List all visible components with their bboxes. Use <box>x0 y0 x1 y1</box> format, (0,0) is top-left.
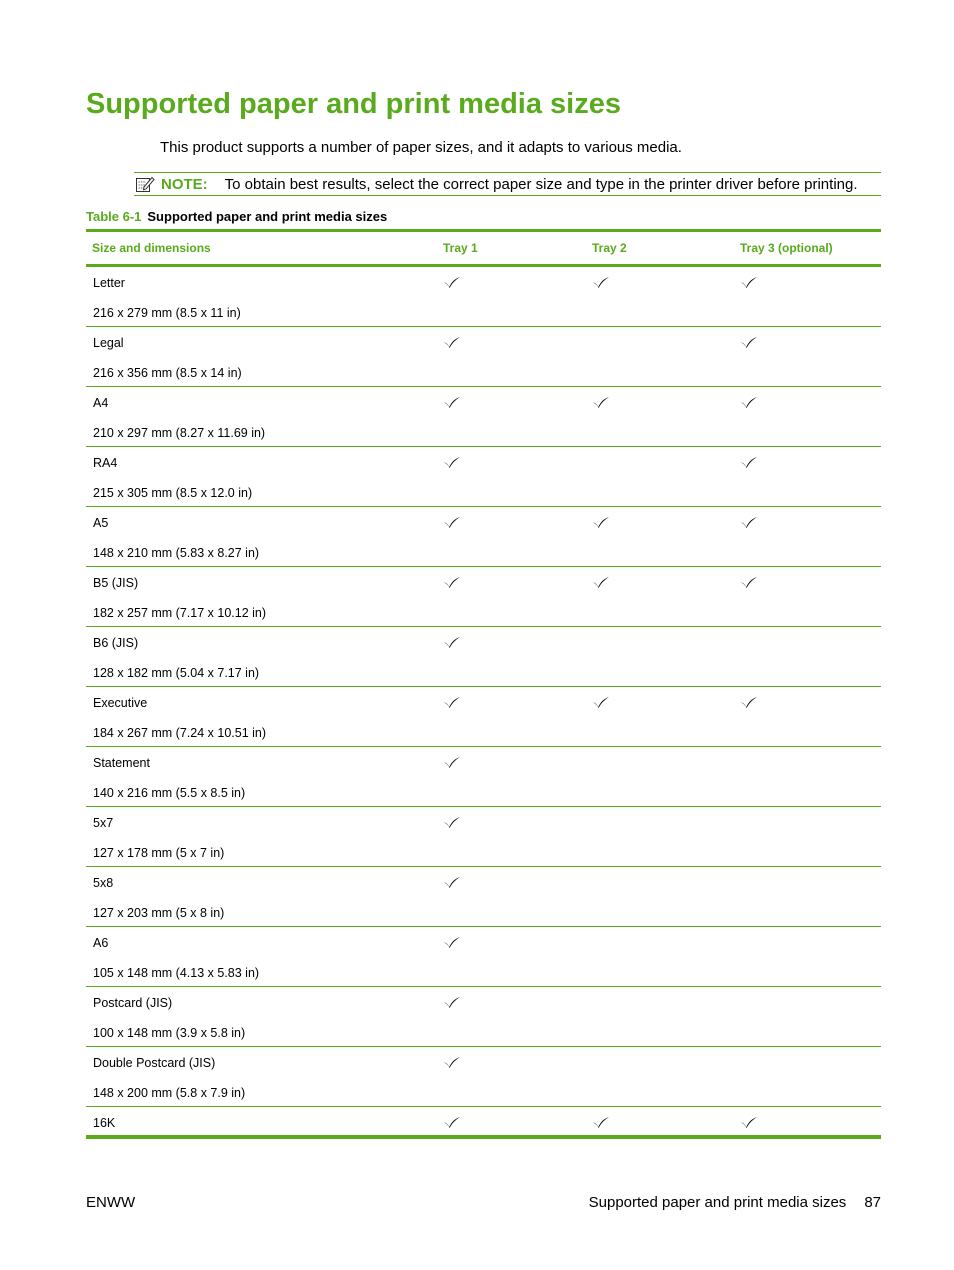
size-dimensions: 216 x 356 mm (8.5 x 14 in) <box>93 366 242 380</box>
checkmark-icon <box>443 696 461 709</box>
table-row <box>86 266 881 327</box>
tray1-cell <box>437 747 586 807</box>
checkmark-icon <box>592 696 610 709</box>
table-caption-number: Table 6-1 <box>86 209 142 224</box>
tray1-cell <box>437 507 586 567</box>
size-name: A6 <box>93 936 109 950</box>
size-dimensions: 210 x 297 mm (8.27 x 11.69 in) <box>93 426 266 440</box>
page-title: Supported paper and print media sizes <box>86 88 621 120</box>
size-name: B5 (JIS) <box>93 576 139 590</box>
size-cell <box>86 687 437 747</box>
footer-left: ENWW <box>86 1194 136 1211</box>
tray1-cell <box>437 447 586 507</box>
tray3-cell <box>734 507 881 567</box>
table-row <box>86 987 881 1047</box>
size-cell <box>86 747 437 807</box>
size-cell <box>86 387 437 447</box>
tray3-cell <box>734 327 881 387</box>
tray1-cell <box>437 867 586 927</box>
tray2-cell <box>586 507 734 567</box>
tray2-cell <box>586 447 734 507</box>
size-cell <box>86 1107 437 1138</box>
checkmark-icon <box>740 456 758 469</box>
note-text: To obtain best results, select the correct paper size and type in the printer driver before printing. <box>224 175 858 193</box>
tray1-cell <box>437 987 586 1047</box>
table-row <box>86 627 881 687</box>
size-cell <box>86 507 437 567</box>
checkmark-icon <box>443 936 461 949</box>
tray3-cell <box>734 1107 881 1138</box>
size-dimensions: 182 x 257 mm (7.17 x 10.12 in) <box>93 606 267 620</box>
tray3-cell <box>734 1047 881 1107</box>
table-row <box>86 807 881 867</box>
table-row <box>86 387 881 447</box>
size-dimensions: 127 x 178 mm (5 x 7 in) <box>93 846 225 860</box>
size-name: Double Postcard (JIS) <box>93 1056 216 1070</box>
size-dimensions: 148 x 200 mm (5.8 x 7.9 in) <box>93 1086 246 1100</box>
checkmark-icon <box>443 396 461 409</box>
table-row <box>86 567 881 627</box>
tray1-cell <box>437 387 586 447</box>
size-cell <box>86 266 437 327</box>
note-label: NOTE: <box>161 175 208 193</box>
table-body <box>86 266 881 1138</box>
size-name: Letter <box>93 276 125 290</box>
size-dimensions: 140 x 216 mm (5.5 x 8.5 in) <box>93 786 246 800</box>
size-name: Postcard (JIS) <box>93 996 173 1010</box>
column-header-size: Size and dimensions <box>86 231 437 266</box>
tray2-cell <box>586 807 734 867</box>
note-pencil-icon <box>135 175 155 193</box>
table-row <box>86 507 881 567</box>
tray3-cell <box>734 867 881 927</box>
tray1-cell <box>437 327 586 387</box>
page-number: 87 <box>864 1194 881 1211</box>
checkmark-icon <box>740 336 758 349</box>
size-dimensions: 128 x 182 mm (5.04 x 7.17 in) <box>93 666 260 680</box>
checkmark-icon <box>443 336 461 349</box>
checkmark-icon <box>443 876 461 889</box>
checkmark-icon <box>592 276 610 289</box>
tray3-cell <box>734 447 881 507</box>
checkmark-icon <box>443 636 461 649</box>
size-name: Statement <box>93 756 150 770</box>
note-box <box>134 172 881 196</box>
size-cell <box>86 1047 437 1107</box>
checkmark-icon <box>740 516 758 529</box>
size-dimensions: 100 x 148 mm (3.9 x 5.8 in) <box>93 1026 246 1040</box>
tray3-cell <box>734 387 881 447</box>
column-header-tray1: Tray 1 <box>437 231 586 266</box>
tray1-cell <box>437 1107 586 1138</box>
table-caption-title: Supported paper and print media sizes <box>147 209 388 224</box>
checkmark-icon <box>443 996 461 1009</box>
checkmark-icon <box>592 576 610 589</box>
tray2-cell <box>586 927 734 987</box>
footer-right <box>589 1194 881 1211</box>
tray3-cell <box>734 987 881 1047</box>
tray3-cell <box>734 687 881 747</box>
size-cell <box>86 567 437 627</box>
checkmark-icon <box>740 1116 758 1129</box>
checkmark-icon <box>443 276 461 289</box>
footer-section-title: Supported paper and print media sizes <box>588 1194 847 1211</box>
tray3-cell <box>734 807 881 867</box>
tray1-cell <box>437 687 586 747</box>
checkmark-icon <box>592 396 610 409</box>
intro-paragraph: This product supports a number of paper sizes, and it adapts to various media. <box>160 139 682 156</box>
tray1-cell <box>437 927 586 987</box>
size-cell <box>86 447 437 507</box>
tray1-cell <box>437 627 586 687</box>
checkmark-icon <box>443 456 461 469</box>
table-row <box>86 447 881 507</box>
table-row <box>86 1047 881 1107</box>
size-dimensions: 127 x 203 mm (5 x 8 in) <box>93 906 225 920</box>
tray1-cell <box>437 266 586 327</box>
size-name: 5x7 <box>93 816 114 830</box>
tray1-cell <box>437 807 586 867</box>
size-name: RA4 <box>93 456 118 470</box>
size-dimensions: 216 x 279 mm (8.5 x 11 in) <box>93 306 241 320</box>
size-dimensions: 184 x 267 mm (7.24 x 10.51 in) <box>93 726 267 740</box>
size-name: Legal <box>93 336 124 350</box>
tray1-cell <box>437 567 586 627</box>
tray2-cell <box>586 867 734 927</box>
size-name: A4 <box>93 396 109 410</box>
tray3-cell <box>734 567 881 627</box>
checkmark-icon <box>740 276 758 289</box>
tray2-cell <box>586 747 734 807</box>
size-name: 5x8 <box>93 876 114 890</box>
media-sizes-table <box>86 229 881 1139</box>
table-caption <box>86 209 387 224</box>
column-header-tray3: Tray 3 (optional) <box>734 231 881 266</box>
size-cell <box>86 627 437 687</box>
size-cell <box>86 807 437 867</box>
tray3-cell <box>734 747 881 807</box>
size-cell <box>86 327 437 387</box>
checkmark-icon <box>443 756 461 769</box>
column-header-tray2: Tray 2 <box>586 231 734 266</box>
tray2-cell <box>586 327 734 387</box>
checkmark-icon <box>443 576 461 589</box>
tray2-cell <box>586 627 734 687</box>
table-row <box>86 747 881 807</box>
table-row <box>86 687 881 747</box>
size-name: A5 <box>93 516 109 530</box>
checkmark-icon <box>740 576 758 589</box>
size-dimensions: 105 x 148 mm (4.13 x 5.83 in) <box>93 966 260 980</box>
tray3-cell <box>734 927 881 987</box>
tray1-cell <box>437 1047 586 1107</box>
tray3-cell <box>734 627 881 687</box>
size-name: Executive <box>93 696 148 710</box>
size-name: 16K <box>93 1116 116 1130</box>
size-dimensions: 215 x 305 mm (8.5 x 12.0 in) <box>93 486 253 500</box>
checkmark-icon <box>443 1056 461 1069</box>
table-row <box>86 327 881 387</box>
checkmark-icon <box>443 516 461 529</box>
checkmark-icon <box>740 696 758 709</box>
size-cell <box>86 867 437 927</box>
size-name: B6 (JIS) <box>93 636 139 650</box>
tray2-cell <box>586 1047 734 1107</box>
size-dimensions: 148 x 210 mm (5.83 x 8.27 in) <box>93 546 260 560</box>
tray2-cell <box>586 266 734 327</box>
tray2-cell <box>586 987 734 1047</box>
table-row <box>86 867 881 927</box>
checkmark-icon <box>592 516 610 529</box>
size-cell <box>86 987 437 1047</box>
table-row <box>86 1107 881 1138</box>
checkmark-icon <box>443 816 461 829</box>
checkmark-icon <box>443 1116 461 1129</box>
table-header-row <box>86 231 881 266</box>
tray2-cell <box>586 567 734 627</box>
tray2-cell <box>586 387 734 447</box>
checkmark-icon <box>592 1116 610 1129</box>
size-cell <box>86 927 437 987</box>
tray3-cell <box>734 266 881 327</box>
tray2-cell <box>586 687 734 747</box>
table-row <box>86 927 881 987</box>
checkmark-icon <box>740 396 758 409</box>
tray2-cell <box>586 1107 734 1138</box>
